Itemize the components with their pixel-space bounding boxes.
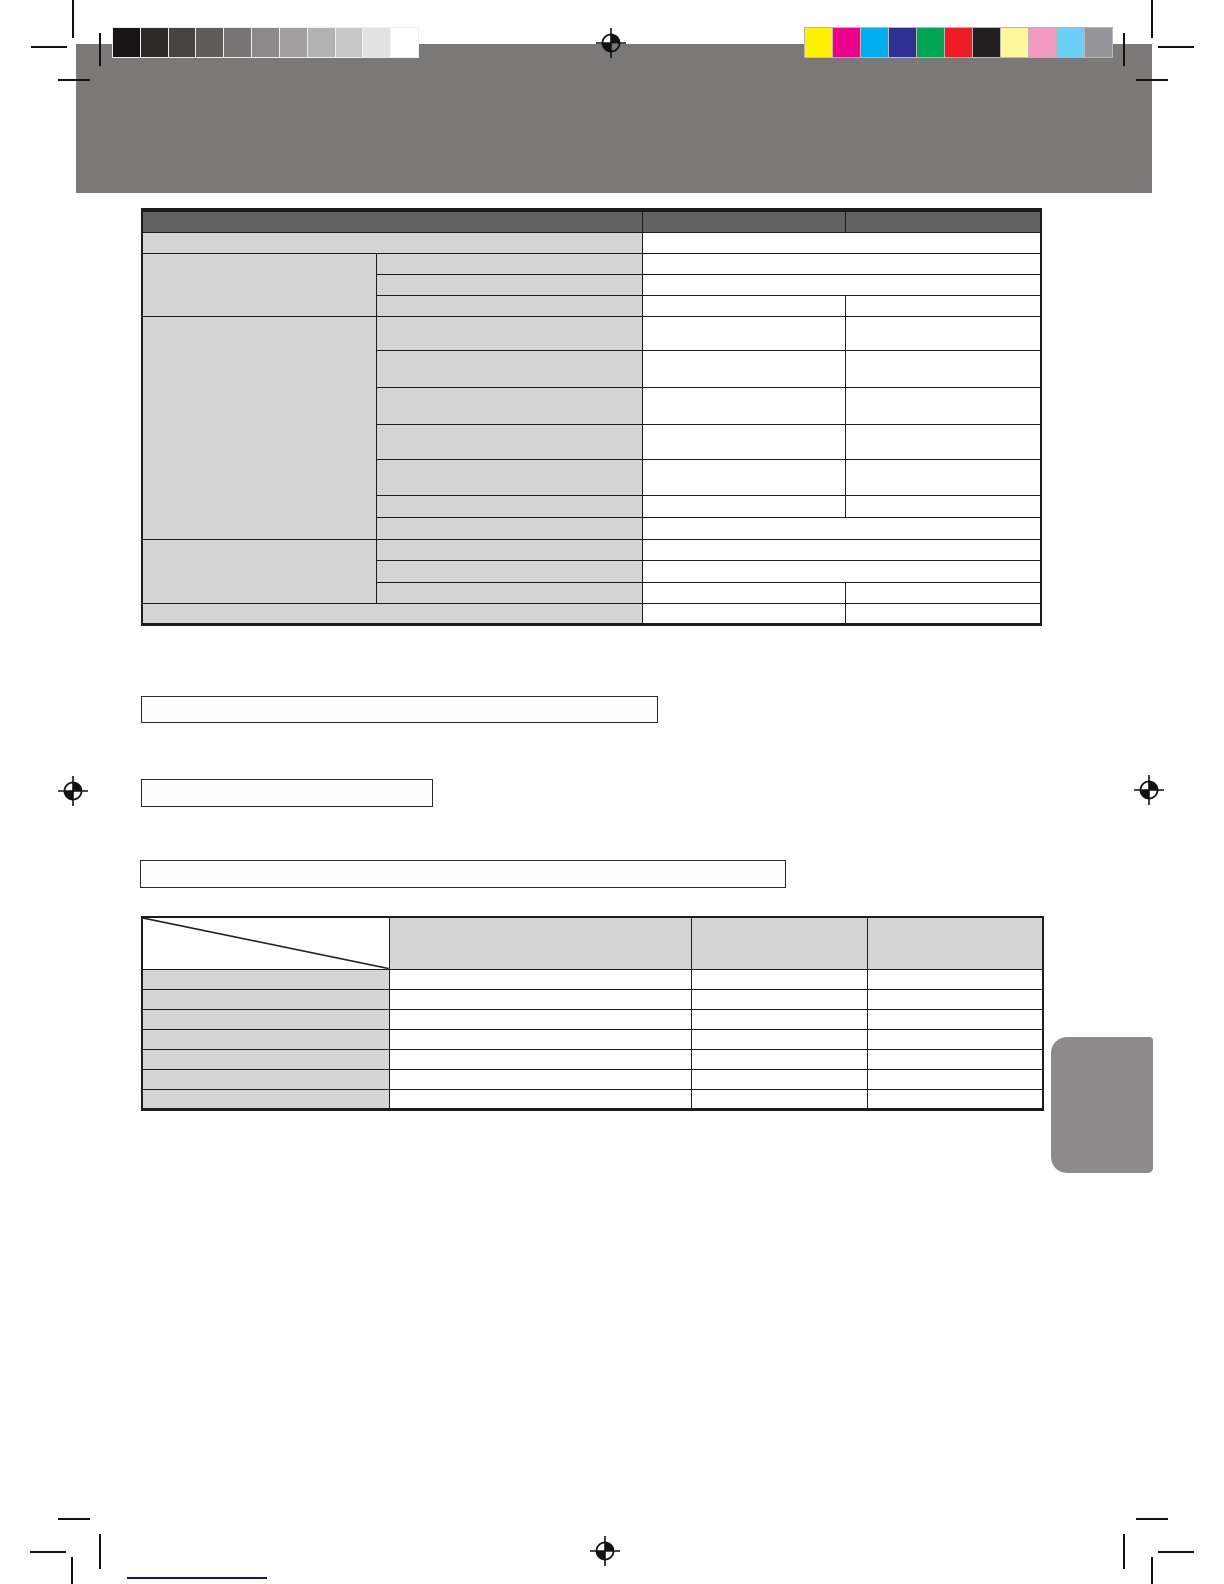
- page-edge-tab: [1051, 1037, 1153, 1173]
- matrix-value-cell: [691, 969, 867, 989]
- matrix-row-label-cell: [142, 989, 389, 1009]
- matrix-value-cell: [389, 1049, 691, 1069]
- calibration-swatch: [832, 27, 861, 58]
- spec-label-cell: [142, 232, 642, 253]
- matrix-value-cell: [867, 1069, 1043, 1089]
- calibration-swatch: [1084, 27, 1113, 58]
- calibration-swatch: [168, 27, 197, 58]
- matrix-value-cell: [389, 1029, 691, 1049]
- matrix-row-label-cell: [142, 1069, 389, 1089]
- crop-mark: [1151, 1557, 1153, 1584]
- empty-callout-box: [141, 779, 433, 807]
- spec-label-cell: [376, 350, 642, 387]
- crop-mark: [1136, 1518, 1168, 1520]
- spec-value-cell: [642, 424, 845, 459]
- calibration-swatch: [195, 27, 224, 58]
- matrix-value-cell: [389, 1069, 691, 1089]
- table-row: [142, 253, 1041, 274]
- spec-value-cell: [845, 350, 1041, 387]
- page-header-band: [76, 44, 1152, 193]
- calibration-swatch: [860, 27, 889, 58]
- spec-label-cell: [376, 253, 642, 274]
- color-calibration-bar: [805, 27, 1113, 58]
- spec-value-cell: [845, 295, 1041, 316]
- spec-section-cell: [142, 539, 376, 603]
- calibration-swatch: [390, 27, 419, 58]
- calibration-swatch: [279, 27, 308, 58]
- spec-header-cell: [142, 210, 642, 232]
- calibration-swatch: [335, 27, 364, 58]
- crop-mark: [30, 1551, 66, 1553]
- crop-mark: [58, 1518, 90, 1520]
- crop-mark: [71, 1557, 73, 1584]
- spec-value-cell: [845, 582, 1041, 603]
- matrix-value-cell: [389, 969, 691, 989]
- table-row: [142, 1069, 1043, 1089]
- spec-section-cell: [142, 253, 376, 316]
- matrix-header-cell: [389, 917, 691, 969]
- empty-callout-box: [141, 696, 658, 723]
- registration-mark-icon: [1134, 775, 1164, 805]
- grayscale-calibration-bar: [113, 27, 419, 58]
- spec-label-cell: [376, 316, 642, 350]
- spec-label-cell: [376, 295, 642, 316]
- spec-label-cell: [376, 424, 642, 459]
- calibration-swatch: [944, 27, 973, 58]
- registration-mark-icon: [596, 28, 626, 58]
- matrix-row-label-cell: [142, 969, 389, 989]
- crop-mark: [58, 79, 90, 81]
- crop-mark: [1136, 79, 1168, 81]
- spec-table: [141, 208, 1042, 626]
- table-row: [142, 232, 1041, 253]
- crop-mark: [1123, 33, 1125, 66]
- crop-mark: [1158, 46, 1194, 48]
- spec-section-cell: [142, 316, 376, 539]
- spec-value-cell: [845, 316, 1041, 350]
- matrix-value-cell: [691, 1009, 867, 1029]
- matrix-header-cell: [691, 917, 867, 969]
- registration-mark-icon: [590, 1536, 620, 1566]
- table-row: [142, 989, 1043, 1009]
- matrix-value-cell: [867, 969, 1043, 989]
- matrix-value-cell: [691, 1069, 867, 1089]
- crop-mark: [1158, 1551, 1194, 1553]
- spec-label-cell: [376, 495, 642, 517]
- calibration-swatch: [251, 27, 280, 58]
- table-row: [142, 917, 1043, 969]
- matrix-value-cell: [867, 1029, 1043, 1049]
- footer-rule: [127, 1577, 267, 1579]
- matrix-value-cell: [867, 1009, 1043, 1029]
- matrix-value-cell: [389, 1009, 691, 1029]
- matrix-value-cell: [389, 989, 691, 1009]
- spec-value-cell: [642, 459, 845, 495]
- spec-value-cell: [845, 495, 1041, 517]
- matrix-row-label-cell: [142, 1049, 389, 1069]
- matrix-row-label-cell: [142, 1009, 389, 1029]
- calibration-swatch: [972, 27, 1001, 58]
- table-row: [142, 603, 1041, 624]
- calibration-swatch: [223, 27, 252, 58]
- spec-label-cell: [376, 560, 642, 582]
- spec-value-cell: [845, 603, 1041, 624]
- table-row: [142, 539, 1041, 560]
- crop-mark: [99, 33, 101, 66]
- crop-mark: [1151, 0, 1153, 38]
- matrix-row-label-cell: [142, 1089, 389, 1109]
- spec-value-cell: [642, 517, 1041, 539]
- spec-value-cell: [845, 459, 1041, 495]
- spec-label-cell: [142, 603, 642, 624]
- matrix-value-cell: [867, 989, 1043, 1009]
- spec-label-cell: [376, 274, 642, 295]
- table-row: [142, 1029, 1043, 1049]
- spec-value-cell: [642, 495, 845, 517]
- crop-mark: [1123, 1534, 1125, 1569]
- calibration-swatch: [307, 27, 336, 58]
- spec-header-cell: [642, 210, 845, 232]
- empty-callout-box: [140, 860, 786, 888]
- registration-mark-icon: [58, 776, 88, 806]
- spec-label-cell: [376, 459, 642, 495]
- spec-value-cell: [642, 295, 845, 316]
- spec-label-cell: [376, 517, 642, 539]
- calibration-swatch: [1000, 27, 1029, 58]
- calibration-swatch: [1056, 27, 1085, 58]
- crop-mark: [72, 0, 74, 38]
- table-row: [142, 1009, 1043, 1029]
- matrix-value-cell: [389, 1089, 691, 1109]
- calibration-swatch: [804, 27, 833, 58]
- calibration-swatch: [888, 27, 917, 58]
- table-row: [142, 316, 1041, 350]
- table-row: [142, 969, 1043, 989]
- spec-value-cell: [642, 350, 845, 387]
- spec-value-cell: [845, 424, 1041, 459]
- spec-label-cell: [376, 387, 642, 424]
- matrix-value-cell: [867, 1089, 1043, 1109]
- matrix-value-cell: [691, 1049, 867, 1069]
- matrix-header-cell: [867, 917, 1043, 969]
- table-row: [142, 1089, 1043, 1109]
- spec-value-cell: [642, 274, 1041, 295]
- spec-value-cell: [642, 582, 845, 603]
- spec-value-cell: [642, 387, 845, 424]
- spec-header-cell: [845, 210, 1041, 232]
- diagonal-line: [143, 918, 389, 969]
- calibration-swatch: [1028, 27, 1057, 58]
- crop-mark: [31, 46, 67, 48]
- matrix-value-cell: [691, 1029, 867, 1049]
- spec-value-cell: [642, 253, 1041, 274]
- spec-value-cell: [642, 232, 1041, 253]
- calibration-swatch: [916, 27, 945, 58]
- matrix-table: [141, 916, 1044, 1111]
- spec-value-cell: [642, 603, 845, 624]
- spec-value-cell: [845, 387, 1041, 424]
- matrix-row-label-cell: [142, 1029, 389, 1049]
- crop-mark: [99, 1534, 101, 1569]
- spec-value-cell: [642, 316, 845, 350]
- calibration-swatch: [112, 27, 141, 58]
- spec-label-cell: [376, 582, 642, 603]
- matrix-value-cell: [867, 1049, 1043, 1069]
- calibration-swatch: [140, 27, 169, 58]
- matrix-diagonal-header-cell: [142, 917, 389, 969]
- calibration-swatch: [362, 27, 391, 58]
- table-row: [142, 1049, 1043, 1069]
- spec-value-cell: [642, 539, 1041, 560]
- table-row: [142, 210, 1041, 232]
- matrix-value-cell: [691, 989, 867, 1009]
- spec-value-cell: [642, 560, 1041, 582]
- spec-label-cell: [376, 539, 642, 560]
- matrix-value-cell: [691, 1089, 867, 1109]
